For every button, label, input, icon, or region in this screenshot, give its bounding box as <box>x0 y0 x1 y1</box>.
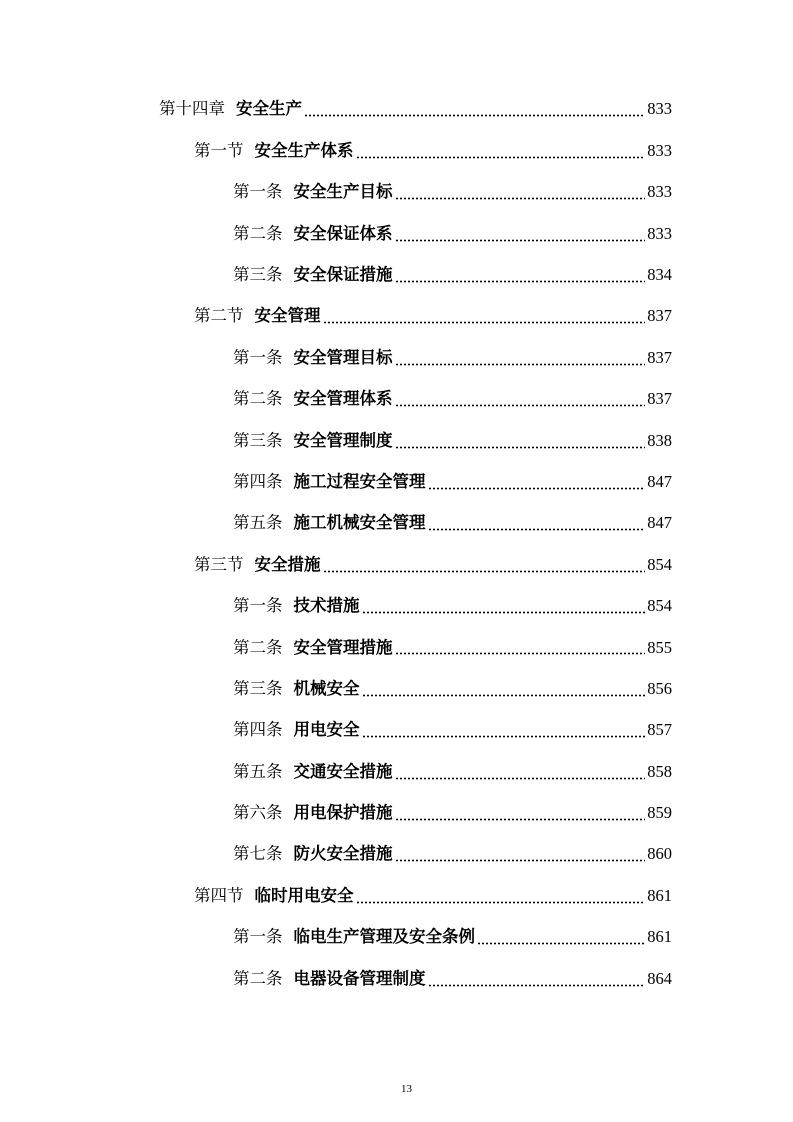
toc-entry[interactable] <box>0 544 793 585</box>
toc-entry-page: 837 <box>647 306 672 326</box>
toc-entry-title: 交通安全措施 <box>293 761 393 781</box>
toc-entry-title: 技术措施 <box>293 596 360 616</box>
toc-entry-number: 第四节 <box>194 885 244 905</box>
toc-entry[interactable] <box>0 420 793 461</box>
toc-entry-title: 防火安全措施 <box>293 844 393 864</box>
toc-entry[interactable] <box>0 379 793 420</box>
toc-entry-page: 837 <box>647 347 672 367</box>
toc-entry[interactable] <box>0 875 793 916</box>
toc-entry[interactable] <box>0 462 793 503</box>
toc-entry-number: 第二条 <box>233 968 283 988</box>
toc-entry-title: 安全生产体系 <box>254 140 354 160</box>
toc-entry[interactable] <box>0 89 793 130</box>
toc-entry-number: 第二条 <box>233 637 283 657</box>
toc-entry-number: 第一条 <box>233 347 283 367</box>
toc-entry-title: 安全管理目标 <box>293 347 393 367</box>
toc-entry-number: 第六条 <box>233 803 283 823</box>
toc-entry-number: 第三条 <box>233 678 283 698</box>
toc-entry-title: 安全生产目标 <box>293 182 393 202</box>
toc-entry-page: 837 <box>647 389 672 409</box>
toc-dot-leader <box>356 156 646 159</box>
toc-entry-number: 第五条 <box>233 513 283 533</box>
toc-entry-number: 第一条 <box>233 596 283 616</box>
toc-dot-leader <box>428 984 646 987</box>
toc-entry-page: 838 <box>647 430 672 450</box>
toc-dot-leader <box>362 694 646 697</box>
toc-entry-number: 第十四章 <box>159 99 225 119</box>
toc-entry-number: 第一条 <box>233 927 283 947</box>
toc-entry-number: 第四条 <box>233 720 283 740</box>
toc-entry-number: 第二节 <box>194 306 244 326</box>
toc-entry-page: 833 <box>647 223 672 243</box>
toc-entry-title: 安全管理制度 <box>293 430 393 450</box>
toc-entry[interactable] <box>0 627 793 668</box>
toc-entry-title: 施工过程安全管理 <box>293 471 426 491</box>
toc-dot-leader <box>395 818 646 821</box>
toc-entry-title: 临电生产管理及安全条例 <box>293 927 475 947</box>
toc-entry-page: 854 <box>647 596 672 616</box>
toc-entry[interactable] <box>0 255 793 296</box>
toc-entry-title: 安全保证体系 <box>293 223 393 243</box>
toc-dot-leader <box>395 859 646 862</box>
toc-entry-page: 856 <box>647 678 672 698</box>
toc-entry-title: 施工机械安全管理 <box>293 513 426 533</box>
toc-entry-title: 电器设备管理制度 <box>293 968 426 988</box>
toc-entry-page: 861 <box>647 885 672 905</box>
toc-entry-title: 临时用电安全 <box>254 885 354 905</box>
toc-entry-page: 847 <box>647 471 672 491</box>
toc-entry-number: 第五条 <box>233 761 283 781</box>
page-number: 13 <box>401 1083 412 1095</box>
toc-entry-title: 安全管理措施 <box>293 637 393 657</box>
toc-entry[interactable] <box>0 130 793 171</box>
toc-entry-page: 833 <box>647 99 672 119</box>
toc-dot-leader <box>356 901 646 904</box>
toc-dot-leader <box>395 280 646 283</box>
toc-entry-title: 用电保护措施 <box>293 803 393 823</box>
toc-entry-page: 834 <box>647 265 672 284</box>
toc-dot-leader <box>395 404 646 407</box>
toc-entry-page: 833 <box>647 182 672 202</box>
toc-entry-number: 第四条 <box>233 471 283 491</box>
toc-dot-leader <box>395 777 646 780</box>
toc-entry[interactable] <box>0 296 793 337</box>
toc-dot-leader <box>395 363 646 366</box>
toc-entry-page: 855 <box>647 637 672 657</box>
toc-entry-title: 机械安全 <box>293 678 360 698</box>
table-of-contents <box>0 89 793 1000</box>
toc-entry[interactable] <box>0 586 793 627</box>
toc-entry[interactable] <box>0 213 793 254</box>
toc-entry-number: 第二条 <box>233 223 283 243</box>
toc-dot-leader <box>323 321 646 324</box>
toc-entry-number: 第三条 <box>233 430 283 450</box>
toc-entry-page: 854 <box>647 554 672 574</box>
toc-entry-page: 858 <box>647 761 672 781</box>
toc-entry-title: 安全管理体系 <box>293 389 393 409</box>
toc-entry-number: 第二条 <box>233 389 283 409</box>
toc-entry-number: 第七条 <box>233 844 283 864</box>
toc-entry-page: 864 <box>647 968 672 988</box>
toc-entry-page: 857 <box>647 720 672 740</box>
toc-entry-page: 859 <box>647 803 672 823</box>
toc-entry-title: 安全管理 <box>254 306 321 326</box>
toc-entry[interactable] <box>0 793 793 834</box>
toc-entry-number: 第一节 <box>194 140 244 160</box>
toc-entry-number: 第三条 <box>233 265 283 284</box>
toc-dot-leader <box>477 942 645 945</box>
toc-dot-leader <box>304 114 645 117</box>
toc-entry[interactable] <box>0 917 793 958</box>
toc-entry-number: 第一条 <box>233 182 283 202</box>
toc-entry-page: 860 <box>647 844 672 864</box>
toc-entry-page: 861 <box>647 927 672 947</box>
toc-entry-title: 安全措施 <box>254 554 321 574</box>
toc-entry-number: 第三节 <box>194 554 244 574</box>
toc-dot-leader <box>362 735 646 738</box>
toc-dot-leader <box>395 239 646 242</box>
toc-dot-leader <box>395 652 646 655</box>
toc-entry[interactable] <box>0 668 793 709</box>
toc-entry-page: 833 <box>647 140 672 160</box>
toc-dot-leader <box>323 570 646 573</box>
toc-entry[interactable] <box>0 337 793 378</box>
toc-entry[interactable] <box>0 710 793 751</box>
toc-dot-leader <box>428 487 646 490</box>
toc-entry-title: 安全保证措施 <box>293 265 393 284</box>
toc-entry[interactable] <box>0 834 793 875</box>
toc-entry[interactable] <box>0 751 793 792</box>
toc-dot-leader <box>362 611 646 614</box>
toc-dot-leader <box>395 197 646 200</box>
toc-entry-page: 847 <box>647 513 672 533</box>
toc-entry-title: 安全生产 <box>236 99 302 119</box>
toc-entry-title: 用电安全 <box>293 720 360 740</box>
toc-entry[interactable] <box>0 503 793 544</box>
toc-entry[interactable] <box>0 172 793 213</box>
toc-dot-leader <box>395 446 646 449</box>
toc-entry[interactable] <box>0 958 793 999</box>
toc-dot-leader <box>428 528 646 531</box>
